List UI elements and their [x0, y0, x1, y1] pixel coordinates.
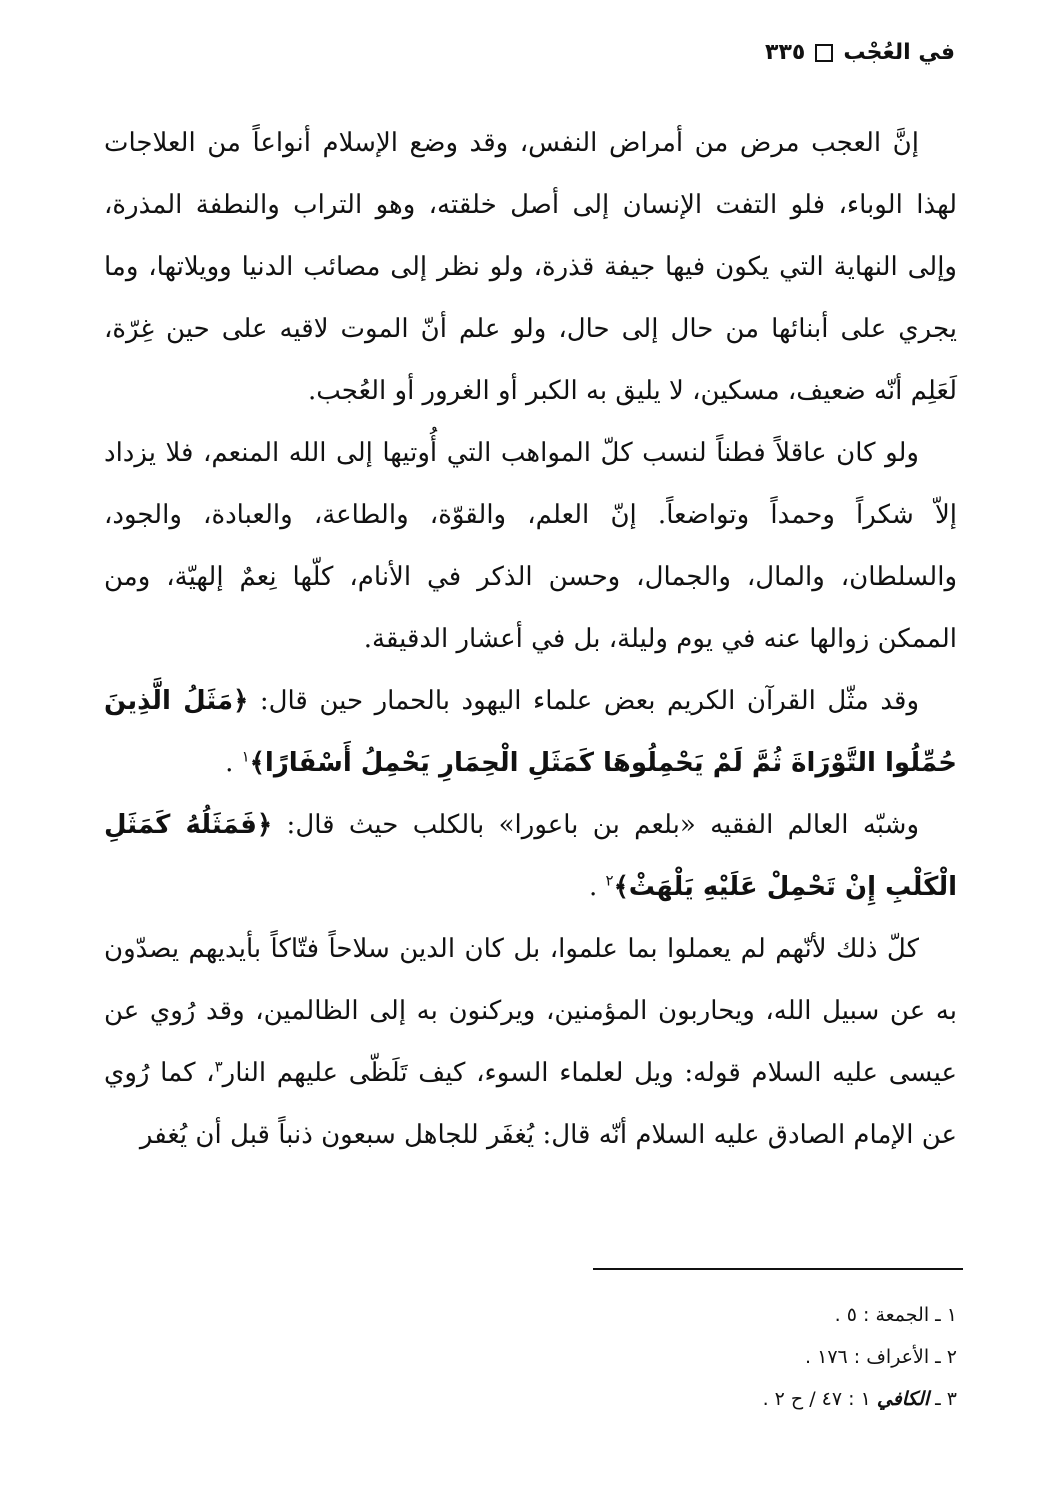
header-title: في العُجْب [843, 40, 955, 65]
footnote-source: الكافي [876, 1388, 930, 1410]
footnote-reference: ٣ [214, 1057, 223, 1076]
paragraph-text: كلّ ذلك لأنّهم لم يعملوا بما علموا، بل كان الدين سلاحاً فتّاكاً بأيديهم يصدّون به عن سبيل الله، ويحاربون المؤمنين، ويركنون به إلى الظالمين، وقد رُوي عن عيسى عليه السلام قوله: ويل لعلماء السوء، كيف تَلَظّى عليهم النار [104, 934, 957, 1088]
footnote-text: الجمعة : ٥ . [834, 1304, 930, 1326]
footnote-item [763, 1378, 957, 1420]
footnote-number: ٢ ـ [935, 1346, 957, 1368]
footnote-item [763, 1336, 957, 1378]
paragraph-text: . [588, 872, 606, 902]
paragraph-hadith [104, 918, 957, 1166]
footnote-reference: ١ [241, 747, 250, 766]
paragraph-quran-donkey [104, 670, 957, 794]
paragraph-quran-dog [104, 794, 957, 918]
quran-verse: ﴿مَثَلُ الَّذِينَ حُمِّلُوا التَّوْرَاةَ ثُمَّ لَمْ يَحْمِلُوهَا كَمَثَلِ الْحِمَارِ يَحْمِلُ أَسْفَارًا﴾ [104, 686, 957, 778]
footnote-number: ١ ـ [935, 1304, 957, 1326]
running-header [765, 40, 955, 65]
quran-verse: ﴿فَمَثَلُهُ كَمَثَلِ الْكَلْبِ إِنْ تَحْمِلْ عَلَيْهِ يَلْهَثْ﴾ [104, 810, 957, 902]
square-ornament-icon [815, 44, 833, 62]
footnote-divider [593, 1268, 963, 1270]
footnote-text: ١ : ٤٧ / ح ٢ . [762, 1388, 871, 1410]
footnote-item [763, 1294, 957, 1336]
footnotes [763, 1294, 957, 1420]
paragraph-text: وشبّه العالم الفقيه «بلعم بن باعورا» بالكلب حيث قال: [272, 810, 919, 840]
main-text [104, 112, 957, 1166]
footnote-text: الأعراف : ١٧٦ . [805, 1346, 930, 1368]
paragraph: إنَّ العجب مرض من أمراض النفس، وقد وضع الإسلام أنواعاً من العلاجات لهذا الوباء، فلو التفت الإنسان إلى أصل خلقته، وهو التراب والنطفة المذرة، وإلى النهاية التي يكون فيها جيفة قذرة، ولو نظر إلى مصائب الدنيا وويلاتها، وما يجري على أبنائها من حال إلى حال، ولو علم أنّ الموت لاقيه على حين غِرّة، لَعَلِم أنّه ضعيف، مسكين، لا يليق به الكبر أو الغرور أو العُجب. [104, 128, 958, 406]
paragraph: ولو كان عاقلاً فطناً لنسب كلّ المواهب التي أُوتيها إلى الله المنعم، فلا يزداد إلاّ شكراً وحمداً وتواضعاً. إنّ العلم، والقوّة، والطاعة، والعبادة، والجود، والسلطان، والمال، والجمال، وحسن الذكر في الأنام، كلّها نِعمٌ إلهيّة، ومن الممكن زوالها عنه في يوم وليلة، بل في أعشار الدقيقة. [104, 438, 957, 654]
paragraph-text: وقد مثّل القرآن الكريم بعض علماء اليهود بالحمار حين قال: [248, 686, 920, 716]
footnote-number: ٣ ـ [935, 1388, 957, 1410]
page-number: ٣٣٥ [765, 40, 806, 65]
paragraph-text: ، كما رُوي عن الإمام الصادق عليه السلام أنّه قال: يُغفَر للجاهل سبعون ذنباً قبل أن يُغفر [104, 1058, 957, 1150]
paragraph-text: . [225, 748, 242, 778]
footnote-reference: ٢ [605, 871, 614, 890]
